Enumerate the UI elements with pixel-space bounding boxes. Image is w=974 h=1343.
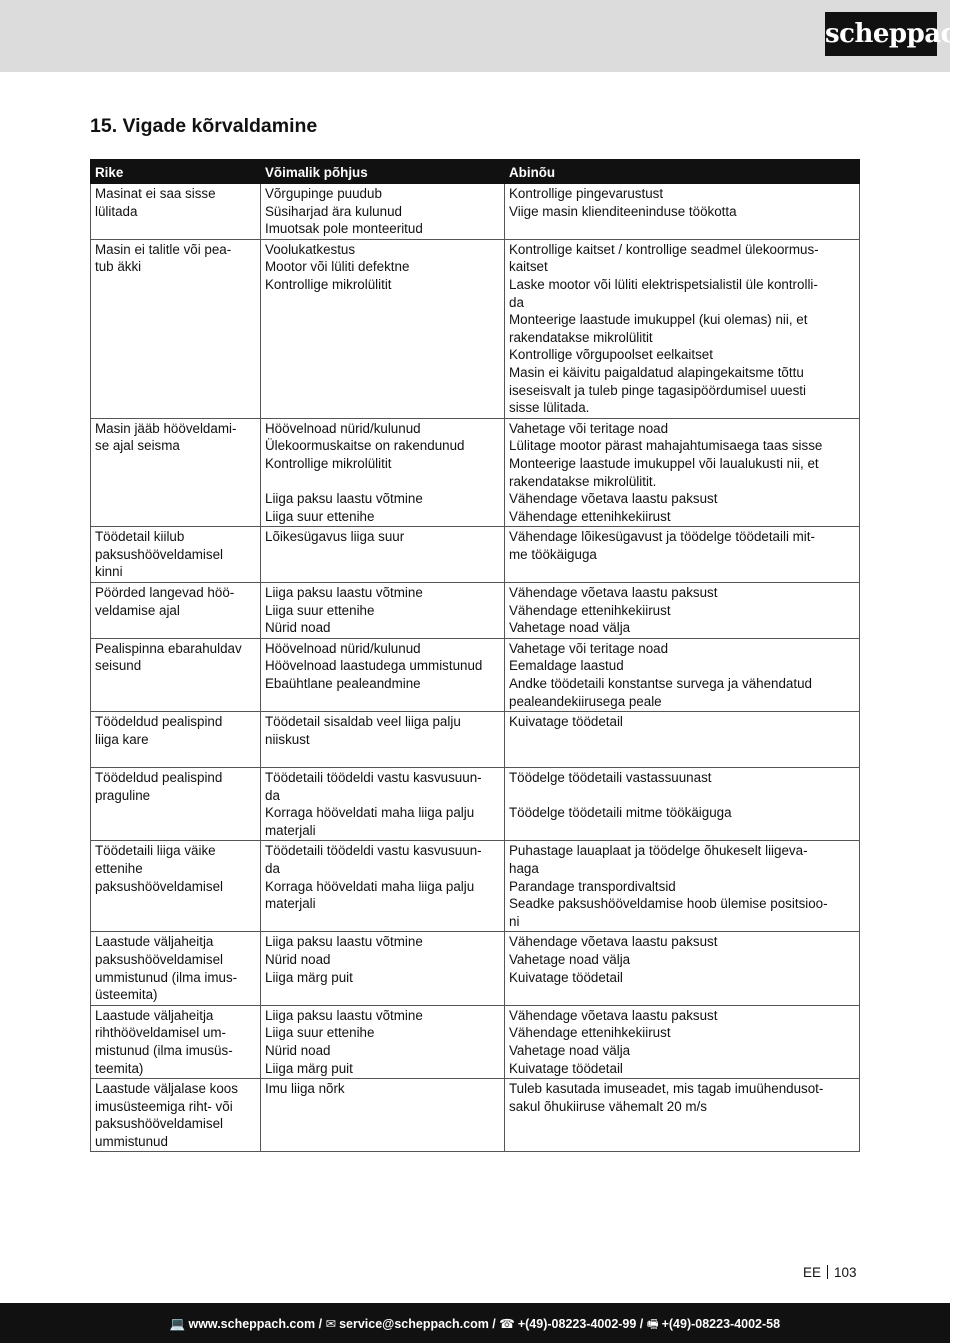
cell-text-line: Masin ei talitle või pea- xyxy=(95,241,232,257)
section-title: 15. Vigade kõrvaldamine xyxy=(90,115,318,137)
cell-fault xyxy=(91,712,261,768)
cell-text-line: iseseisvalt ja tuleb pinge tagasipöördumisel uuesti xyxy=(509,382,807,398)
cell-text-line: da xyxy=(509,294,524,310)
cell-text-line: teemita) xyxy=(95,1060,144,1076)
cell-text-line: paksushööveldamisel xyxy=(95,878,224,894)
cell-text-line: Vähendage võetava laastu paksust xyxy=(509,1007,718,1023)
cell-text-line: Vahetage noad välja xyxy=(509,951,631,967)
cell-text-line: paksushööveldamisel xyxy=(95,951,224,967)
cell-text-line: Liiga märg puit xyxy=(265,1060,353,1076)
table-row xyxy=(91,638,860,711)
cell-text-line: Parandage transpordivaltsid xyxy=(509,878,676,894)
header-bar xyxy=(0,0,974,72)
header-cause: Võimalik põhjus xyxy=(261,160,505,184)
page-number-value: 103 xyxy=(834,1265,857,1280)
cell-text-line: paksushööveldamisel xyxy=(95,546,224,562)
phone-icon: ☎ xyxy=(499,1317,515,1331)
cell-text-line: da xyxy=(265,787,280,803)
cell-text-line: kaitset xyxy=(509,259,548,275)
cell-remedy xyxy=(505,527,860,583)
cell-fault xyxy=(91,1005,261,1078)
cell-remedy xyxy=(505,184,860,240)
cell-text-line: Vahetage või teritage noad xyxy=(509,640,669,656)
cell-cause xyxy=(261,583,505,639)
cell-text-line: üsteemita) xyxy=(95,987,158,1003)
header-remedy: Abinõu xyxy=(505,160,860,184)
cell-text-line: rihthööveldamisel um- xyxy=(95,1025,226,1041)
cell-text-line: Masinat ei saa sisse xyxy=(95,186,216,201)
cell-remedy xyxy=(505,239,860,418)
cell-text-line: Vähendage ettenihkekiirust xyxy=(509,602,671,618)
cell-text-line: Nürid noad xyxy=(265,951,331,967)
cell-text-line: Nürid noad xyxy=(265,620,331,636)
cell-text-line: Liiga suur ettenihe xyxy=(265,602,375,618)
table-header-row xyxy=(91,160,860,184)
cell-text-line: Laastude väljaheitja xyxy=(95,934,214,950)
cell-text-line: Laastude väljalase koos xyxy=(95,1081,238,1097)
footer-email[interactable]: service@scheppach.com / xyxy=(339,1317,496,1331)
cell-text-line: kinni xyxy=(95,564,123,580)
cell-fault xyxy=(91,638,261,711)
cell-fault xyxy=(91,184,261,240)
troubleshooting-table xyxy=(90,159,860,1152)
cell-text-line: Masin ei käivitu paigaldatud alapingekaitsme tõttu xyxy=(509,364,804,380)
cell-remedy xyxy=(505,768,860,841)
page-number xyxy=(803,1265,857,1280)
cell-text-line: Töödelge töödetaili mitme töökäiguga xyxy=(509,805,732,821)
cell-text-line: Lõikesügavus liiga suur xyxy=(265,529,405,545)
cell-fault xyxy=(91,239,261,418)
cell-text-line xyxy=(95,748,256,766)
cell-text-line: Voolukatkestus xyxy=(265,241,356,257)
fax-icon: 🖷 xyxy=(646,1317,659,1331)
cell-text-line: Kuivatage töödetail xyxy=(509,969,623,985)
cell-cause xyxy=(261,768,505,841)
table-row xyxy=(91,1005,860,1078)
cell-text-line: rakendatakse mikrolülitit. xyxy=(509,473,657,489)
cell-text-line: Vähendage võetava laastu paksust xyxy=(509,934,718,950)
footer-contacts xyxy=(0,1315,950,1336)
cell-text-line: Töödetail kiilub xyxy=(95,529,185,545)
cell-cause xyxy=(261,841,505,932)
cell-fault xyxy=(91,527,261,583)
table-row xyxy=(91,768,860,841)
cell-text-line: Mootor või lüliti defektne xyxy=(265,259,410,275)
cell-text-line: Kuivatage töödetail xyxy=(509,714,623,730)
cell-text-line: Kontrollige võrgupoolset eelkaitset xyxy=(509,347,713,363)
cell-text-line: praguline xyxy=(95,787,151,803)
cell-fault xyxy=(91,768,261,841)
cell-text-line: me töökäiguga xyxy=(509,546,597,562)
cell-text-line: se ajal seisma xyxy=(95,438,180,454)
cell-text-line: Korraga hööveldati maha liiga palju xyxy=(265,805,475,821)
cell-fault xyxy=(91,583,261,639)
cell-text-line: Süsiharjad ära kulunud xyxy=(265,203,402,219)
cell-remedy xyxy=(505,932,860,1005)
table-row xyxy=(91,527,860,583)
cell-text-line: Vahetage või teritage noad xyxy=(509,420,669,436)
cell-fault xyxy=(91,1079,261,1152)
cell-text-line: Laske mootor või lüliti elektrispetsialistil üle kontrolli- xyxy=(509,276,818,292)
cell-text-line xyxy=(265,473,500,491)
cell-text-line: Kuivatage töödetail xyxy=(509,1060,623,1076)
cell-text-line: Töödetaili töödeldi vastu kasvusuun- xyxy=(265,770,482,785)
cell-text-line: Võrgupinge puudub xyxy=(265,186,382,201)
cell-text-line: Töödeldud pealispind xyxy=(95,770,223,785)
cell-cause xyxy=(261,184,505,240)
cell-text-line: sakul õhukiiruse vähemalt 20 m/s xyxy=(509,1098,707,1114)
cell-cause xyxy=(261,638,505,711)
footer-phone: +(49)-08223-4002-99 / xyxy=(517,1317,644,1331)
cell-text-line: Imu liiga nõrk xyxy=(265,1081,345,1097)
cell-text-line: ettenihe xyxy=(95,860,143,876)
cell-text-line: Liiga suur ettenihe xyxy=(265,1025,375,1041)
cell-text-line: veldamise ajal xyxy=(95,602,180,618)
cell-text-line: materjali xyxy=(265,822,316,838)
cell-text-line: tub äkki xyxy=(95,259,142,275)
cell-text-line: Eemaldage laastud xyxy=(509,658,624,674)
cell-text-line: Puhastage lauaplaat ja töödelge õhukeselt liigeva- xyxy=(509,843,808,859)
cell-text-line: Töödeldud pealispind xyxy=(95,714,223,730)
cell-text-line: imusüsteemiga riht- või xyxy=(95,1098,233,1114)
cell-text-line: Imuotsak pole monteeritud xyxy=(265,221,423,237)
cell-text-line: Vähendage võetava laastu paksust xyxy=(509,585,718,601)
cell-text-line: Pöörded langevad höö- xyxy=(95,585,235,601)
cell-cause xyxy=(261,239,505,418)
cell-text-line: Liiga märg puit xyxy=(265,969,353,985)
cell-remedy xyxy=(505,712,860,768)
cell-text-line: Vahetage noad välja xyxy=(509,1042,631,1058)
table-row xyxy=(91,418,860,527)
cell-remedy xyxy=(505,583,860,639)
cell-text-line: paksushööveldamisel xyxy=(95,1116,224,1132)
cell-text-line: lülitada xyxy=(95,203,138,219)
footer-bar xyxy=(0,1303,950,1343)
cell-text-line: Töödetaili töödeldi vastu kasvusuun- xyxy=(265,843,482,859)
cell-text-line: Höövelnoad nürid/kulunud xyxy=(265,420,421,436)
cell-text-line: Viige masin klienditeeninduse töökotta xyxy=(509,203,737,219)
cell-fault xyxy=(91,841,261,932)
cell-text-line: Andke töödetaili konstantse survega ja vähendatud xyxy=(509,676,812,692)
cell-text-line: Töödetail sisaldab veel liiga palju xyxy=(265,714,461,730)
cell-text-line: Ülekoormuskaitse on rakendunud xyxy=(265,438,465,454)
cell-text-line xyxy=(509,787,855,805)
cell-fault xyxy=(91,418,261,527)
cell-remedy xyxy=(505,638,860,711)
cell-text-line: Vähendage lõikesügavust ja töödelge töödetaili mit- xyxy=(509,529,815,545)
cell-text-line: Liiga paksu laastu võtmine xyxy=(265,1007,423,1023)
cell-text-line: Korraga hööveldati maha liiga palju xyxy=(265,878,475,894)
cell-cause xyxy=(261,932,505,1005)
cell-text-line: materjali xyxy=(265,896,316,912)
cell-text-line: Vahetage noad välja xyxy=(509,620,631,636)
cell-text-line: Lülitage mootor pärast mahajahtumisaega taas sisse xyxy=(509,438,823,454)
footer-web[interactable]: www.scheppach.com / xyxy=(188,1317,323,1331)
cell-text-line: Liiga paksu laastu võtmine xyxy=(265,934,423,950)
header-fault: Rike xyxy=(91,160,261,184)
cell-cause xyxy=(261,527,505,583)
cell-remedy xyxy=(505,1005,860,1078)
cell-text-line: Kontrollige kaitset / kontrollige seadmel ülekoormus- xyxy=(509,241,819,257)
cell-fault xyxy=(91,932,261,1005)
cell-text-line: Vähendage ettenihkekiirust xyxy=(509,508,671,524)
cell-text-line: Laastude väljaheitja xyxy=(95,1007,214,1023)
cell-text-line: Töödelge töödetaili vastassuunast xyxy=(509,770,712,785)
cell-text-line: Seadke paksushööveldamise hoob ülemise positsioo- xyxy=(509,896,828,912)
cell-cause xyxy=(261,1005,505,1078)
cell-text-line: Pealispinna ebarahuldav xyxy=(95,640,242,656)
cell-text-line: sisse lülitada. xyxy=(509,400,590,416)
table-row xyxy=(91,583,860,639)
cell-text-line: Monteerige laastude imukuppel või laualukusti nii, et xyxy=(509,455,819,471)
cell-text-line: pealeandekiirusega peale xyxy=(509,693,662,709)
cell-remedy xyxy=(505,418,860,527)
cell-text-line: Nürid noad xyxy=(265,1042,331,1058)
cell-remedy xyxy=(505,1079,860,1152)
mail-icon: ✉ xyxy=(325,1317,337,1331)
table-row xyxy=(91,184,860,240)
cell-text-line: ni xyxy=(509,913,520,929)
page-separator xyxy=(827,1265,828,1279)
cell-text-line: Kontrollige mikrolülitit xyxy=(265,276,392,292)
cell-text-line: ummistunud xyxy=(95,1133,168,1149)
cell-text-line: Liiga suur ettenihe xyxy=(265,508,375,524)
cell-text-line: liiga kare xyxy=(95,731,149,747)
scheppach-logo: scheppach xyxy=(825,12,937,56)
cell-text-line: niiskust xyxy=(265,731,310,747)
table-row xyxy=(91,932,860,1005)
cell-text-line: Höövelnoad nürid/kulunud xyxy=(265,640,421,656)
cell-text-line: Kontrollige mikrolülitit xyxy=(265,455,392,471)
footer-fax: +(49)-08223-4002-58 xyxy=(661,1317,781,1331)
cell-text-line: Liiga paksu laastu võtmine xyxy=(265,491,423,507)
table-row xyxy=(91,239,860,418)
table-row xyxy=(91,1079,860,1152)
computer-icon: 💻 xyxy=(169,1317,186,1331)
cell-text-line: Ebaühtlane pealeandmine xyxy=(265,676,421,692)
cell-text-line: Höövelnoad laastudega ummistunud xyxy=(265,658,483,674)
cell-cause xyxy=(261,712,505,768)
cell-text-line: haga xyxy=(509,860,539,876)
cell-text-line: Tuleb kasutada imuseadet, mis tagab imuühendusot- xyxy=(509,1081,824,1097)
cell-cause xyxy=(261,1079,505,1152)
cell-text-line: Kontrollige pingevarustust xyxy=(509,186,664,201)
cell-text-line: rakendatakse mikrolülitit xyxy=(509,329,653,345)
cell-remedy xyxy=(505,841,860,932)
cell-text-line: ummistunud (ilma imus- xyxy=(95,969,238,985)
cell-text-line: Liiga paksu laastu võtmine xyxy=(265,585,423,601)
cell-cause xyxy=(261,418,505,527)
cell-text-line: mistunud (ilma imusüs- xyxy=(95,1042,233,1058)
cell-text-line: Monteerige laastude imukuppel (kui olemas) nii, et xyxy=(509,312,808,328)
cell-text-line: Vähendage võetava laastu paksust xyxy=(509,491,718,507)
cell-text-line: da xyxy=(265,860,280,876)
cell-text-line: Masin jääb hööveldami- xyxy=(95,420,237,436)
cell-text-line: Töödetaili liiga väike xyxy=(95,843,216,859)
table-row xyxy=(91,712,860,768)
cell-text-line: Vähendage ettenihkekiirust xyxy=(509,1025,671,1041)
cell-text-line: seisund xyxy=(95,658,142,674)
language-code: EE xyxy=(803,1265,822,1280)
table-row xyxy=(91,841,860,932)
